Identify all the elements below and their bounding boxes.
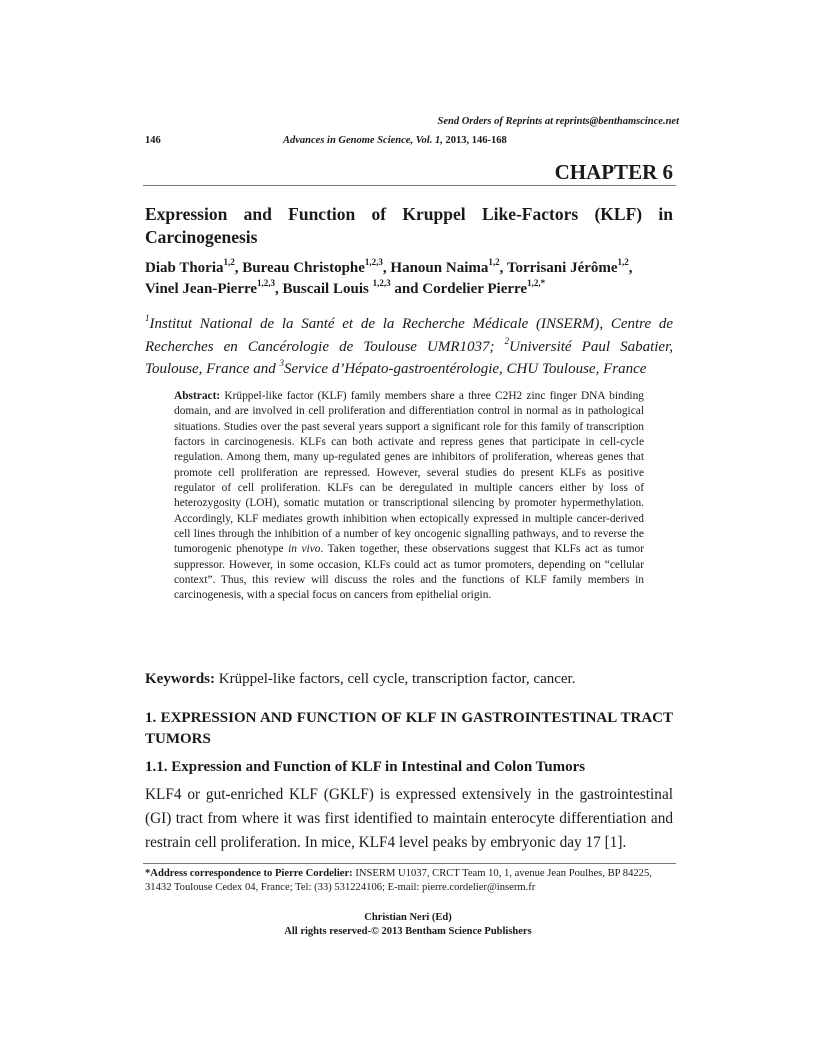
chapter-label: CHAPTER 6 bbox=[554, 160, 673, 184]
correspondence-footnote: *Address correspondence to Pierre Cordelier: INSERM U1037, CRCT Team 10, 1, avenue Jean Poulhes, BP 84225, 31432 Toulouse Cedex 04, France; Tel: (33) 531224106; E-mail: pierre.cordelier@inserm.fr bbox=[145, 868, 652, 893]
author: Vinel Jean-Pierre$^{1,2,3}$, bbox=[145, 278, 283, 297]
footnote-divider bbox=[143, 863, 676, 864]
section-heading-1: 1. EXPRESSION AND FUNCTION OF KLF IN GASTROINTESTINAL TRACT TUMORS bbox=[145, 710, 673, 747]
correspondence-label: *Address correspondence to Pierre Cordelier: bbox=[145, 868, 353, 879]
journal-name: Advances in Genome Science, Vol. 1, bbox=[283, 135, 443, 146]
journal-year-pages: 2013, 146-168 bbox=[442, 135, 507, 146]
keywords-label: Keywords: bbox=[145, 671, 215, 687]
article-title: Expression and Function of Kruppel Like-Factors (KLF) in Carcinogenesis bbox=[145, 204, 673, 247]
abstract-label: Abstract: bbox=[174, 390, 221, 402]
abstract: Abstract: Krüppel-like factor (KLF) family members share a three C2H2 zinc finger DNA binding domain, and are involved in cell proliferation and differentiation control in normal as in pathological situations. Studies over the past several years support a significant role for this family of transcription factors in carcinogenesis. KLFs can both activate and repress genes that participate in cell-cycle regulation. Among them, many up-regulated genes are inhibitors of proliferation, whereas genes that promote cell proliferation are repressed. However, several studies do present KLFs as positive regulator of cell proliferation. KLFs can be deregulated in multiple cancers either by loss of heterozygosity (LOH), somatic mutation or transcriptional silencing by promoter hypermethylation. Accordingly, KLF mediates growth inhibition when ectopically expressed in multiple cancer-derived cell lines through the inhibition of a number of key oncogenic signalling pathways, and to reverse the tumorogenic phenotype in vivo. Taken together, these observations suggest that KLFs act as tumor suppressor. However, in some occasion, KLFs could act as tumor promoters, depending on “cellular context”. Thus, this review will discuss the roles and the functions of KLF family members in carcinogenesis, with a special focus on cancers from epithelial origin. bbox=[174, 390, 644, 602]
journal-citation bbox=[283, 135, 507, 146]
page-number: 146 bbox=[145, 135, 161, 146]
author-list bbox=[145, 258, 675, 300]
author: Torrisani Jérôme$^{1,2}$, bbox=[506, 257, 633, 276]
publisher-info bbox=[0, 911, 816, 939]
author: Diab Thoria$^{1,2}$, bbox=[145, 257, 243, 276]
author: Cordelier Pierre$^{1,2,*}$ bbox=[422, 278, 546, 297]
affiliations: $^1$Institut National de la Santé et de la Recherche Médicale (INSERM), Centre de Recherches en Cancérologie de Toulouse UMR1037; $^2$Université Paul Sabatier, Toulouse, France and $^3$Service d’Hépato-gastroentérologie, CHU Toulouse, France bbox=[145, 313, 674, 377]
subsection-heading-1-1: 1.1. Expression and Function of KLF in Intestinal and Colon Tumors bbox=[145, 759, 586, 775]
reprints-notice: Send Orders of Reprints at reprints@benthamscince.net bbox=[437, 116, 679, 127]
rights-line: All rights reserved-© 2013 Bentham Science Publishers bbox=[284, 926, 532, 937]
author: Buscail Louis $^{1,2,3}$ and bbox=[282, 278, 423, 297]
keywords: Keywords: Krüppel-like factors, cell cycle, transcription factor, cancer. bbox=[145, 671, 576, 687]
author: Hanoun Naima$^{1,2}$, bbox=[390, 257, 507, 276]
body-paragraph: KLF4 or gut-enriched KLF (GKLF) is expressed extensively in the gastrointestinal (GI) tract from where it was first identified to maintain enterocyte differentiation and restrain cell proliferation. In mice, KLF4 level peaks by embryonic day 17 [1]. bbox=[145, 786, 673, 851]
editor-line: Christian Neri (Ed) bbox=[364, 912, 452, 923]
author: Bureau Christophe$^{1,2,3}$, bbox=[242, 257, 391, 276]
header-divider bbox=[143, 185, 676, 186]
